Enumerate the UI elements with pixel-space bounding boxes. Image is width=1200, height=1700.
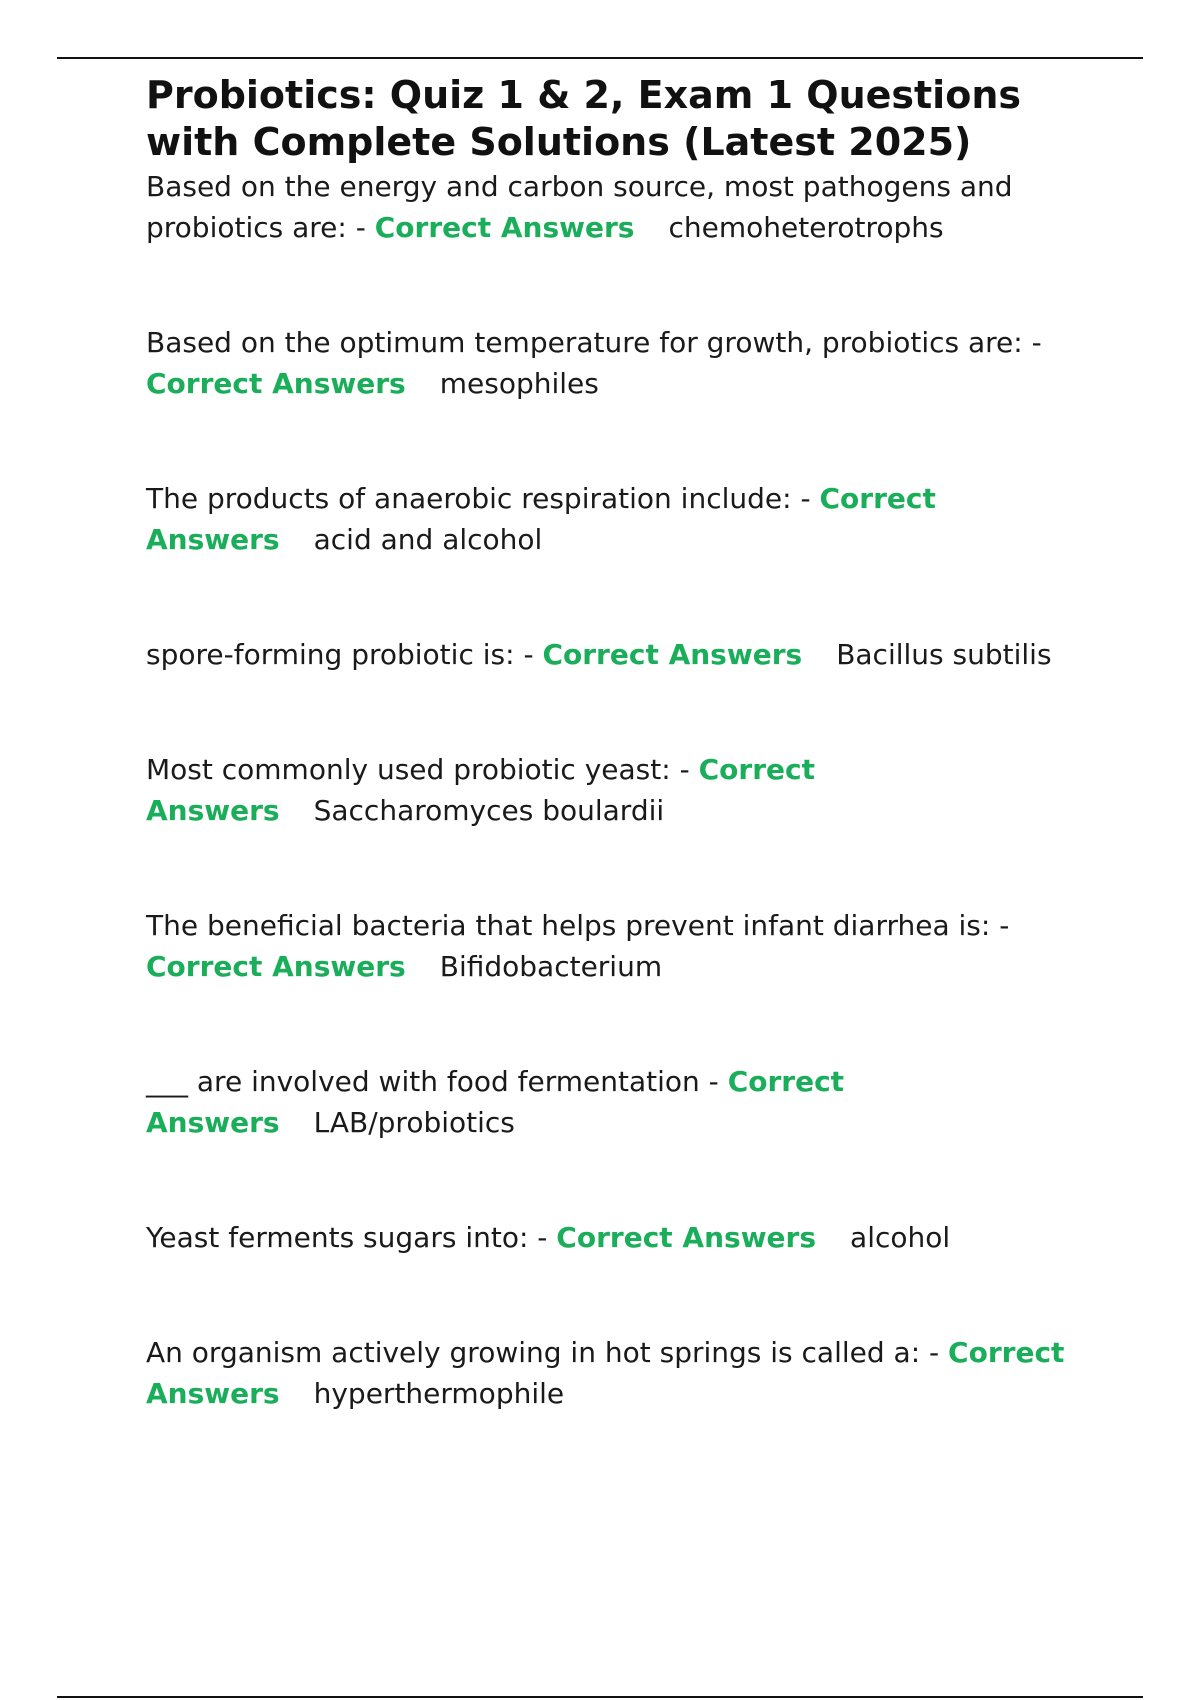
question-text: Most commonly used probiotic yeast: - (146, 753, 699, 786)
answer-text: Bifidobacterium (439, 950, 663, 983)
qa-list (146, 166, 1086, 1414)
question-text: Yeast ferments sugars into: - (146, 1221, 557, 1254)
document-body (146, 72, 1086, 1488)
correct-answers-label: Correct Answers (146, 367, 406, 400)
correct-answers-label: Correct Answers (146, 1336, 1065, 1410)
top-rule (57, 57, 1143, 59)
question-text: Based on the optimum temperature for growth, probiotics are: - (146, 326, 1042, 359)
answer-text: Bacillus subtilis (836, 638, 1052, 671)
qa-item (146, 478, 1086, 560)
answer-text: LAB/probiotics (313, 1106, 515, 1139)
qa-item (146, 634, 1086, 675)
qa-item (146, 166, 1086, 248)
answer-text: acid and alcohol (313, 523, 543, 556)
question-text: The products of anaerobic respiration include: - (146, 482, 820, 515)
correct-answers-label: Correct Answers (146, 482, 936, 556)
answer-text: alcohol (850, 1221, 951, 1254)
answer-text: chemoheterotrophs (668, 211, 944, 244)
correct-answers-label: Correct Answers (146, 1065, 845, 1139)
qa-item (146, 322, 1086, 404)
qa-item (146, 905, 1086, 987)
question-text: The beneficial bacteria that helps prevent infant diarrhea is: - (146, 909, 1010, 942)
answer-text: mesophiles (439, 367, 599, 400)
qa-item (146, 1217, 1086, 1258)
question-text: ___ are involved with food fermentation - (146, 1065, 728, 1098)
answer-text: Saccharomyces boulardii (313, 794, 665, 827)
qa-item (146, 1332, 1086, 1414)
answer-text: hyperthermophile (313, 1377, 565, 1410)
correct-answers-label: Correct Answers (542, 638, 803, 671)
question-text: spore-forming probiotic is: - (146, 638, 543, 671)
question-text: An organism actively growing in hot springs is called a: - (146, 1336, 949, 1369)
correct-answers-label: Correct Answers (556, 1221, 817, 1254)
correct-answers-label: Correct Answers (146, 753, 815, 827)
qa-item (146, 749, 1086, 831)
question-text: Based on the energy and carbon source, most pathogens and probiotics are: - (146, 170, 1013, 244)
qa-item (146, 1061, 1086, 1143)
correct-answers-label: Correct Answers (374, 211, 635, 244)
bottom-rule (57, 1696, 1143, 1698)
document-title: Probiotics: Quiz 1 & 2, Exam 1 Questions with Complete Solutions (Latest 2025) (146, 73, 1021, 164)
correct-answers-label: Correct Answers (146, 950, 406, 983)
